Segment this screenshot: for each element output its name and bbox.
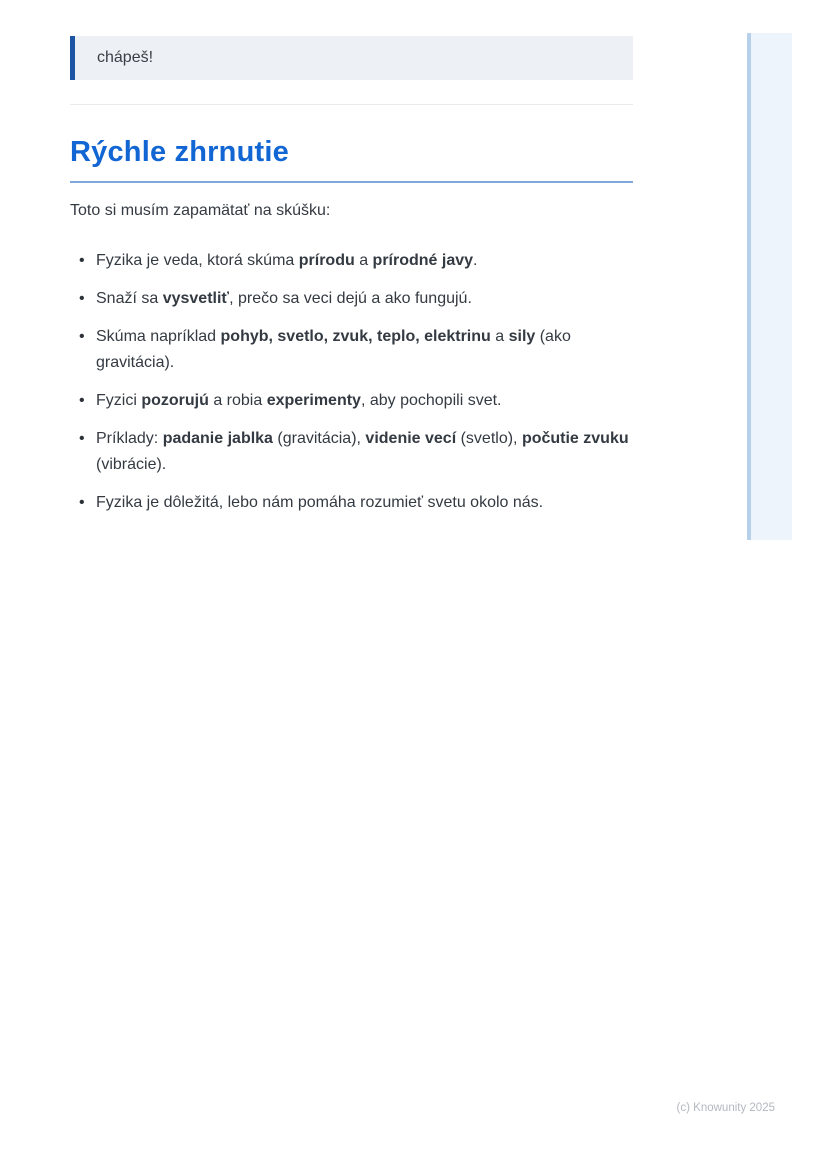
- section-divider: [70, 104, 633, 105]
- section-title: Rýchle zhrnutie: [70, 136, 289, 168]
- list-item: • Skúma napríklad pohyb, svetlo, zvuk, teplo, elektrinu a sily (ako gravitácia).: [70, 324, 633, 376]
- list-item: • Fyzici pozorujú a robia experimenty, aby pochopili svet.: [70, 388, 633, 414]
- title-underline: [70, 181, 633, 183]
- note-content: [70, 0, 633, 528]
- page-edge-strip: [747, 33, 792, 540]
- list-item: • Fyzika je veda, ktorá skúma prírodu a prírodné javy.: [70, 248, 633, 274]
- intro-text: Toto si musím zapamätať na skúšku:: [70, 202, 331, 219]
- list-item: • Snaží sa vysvetliť, prečo sa veci dejú a ako fungujú.: [70, 286, 633, 312]
- copyright-text: (c) Knowunity 2025: [676, 1102, 775, 1114]
- quote-text: chápeš!: [75, 36, 633, 80]
- list-item: • Fyzika je dôležitá, lebo nám pomáha rozumieť svetu okolo nás.: [70, 490, 633, 516]
- list-item: • Príklady: padanie jablka (gravitácia), videnie vecí (svetlo), počutie zvuku (vibrácie).: [70, 426, 633, 478]
- summary-list: [70, 248, 633, 516]
- callout-quote: [70, 36, 633, 80]
